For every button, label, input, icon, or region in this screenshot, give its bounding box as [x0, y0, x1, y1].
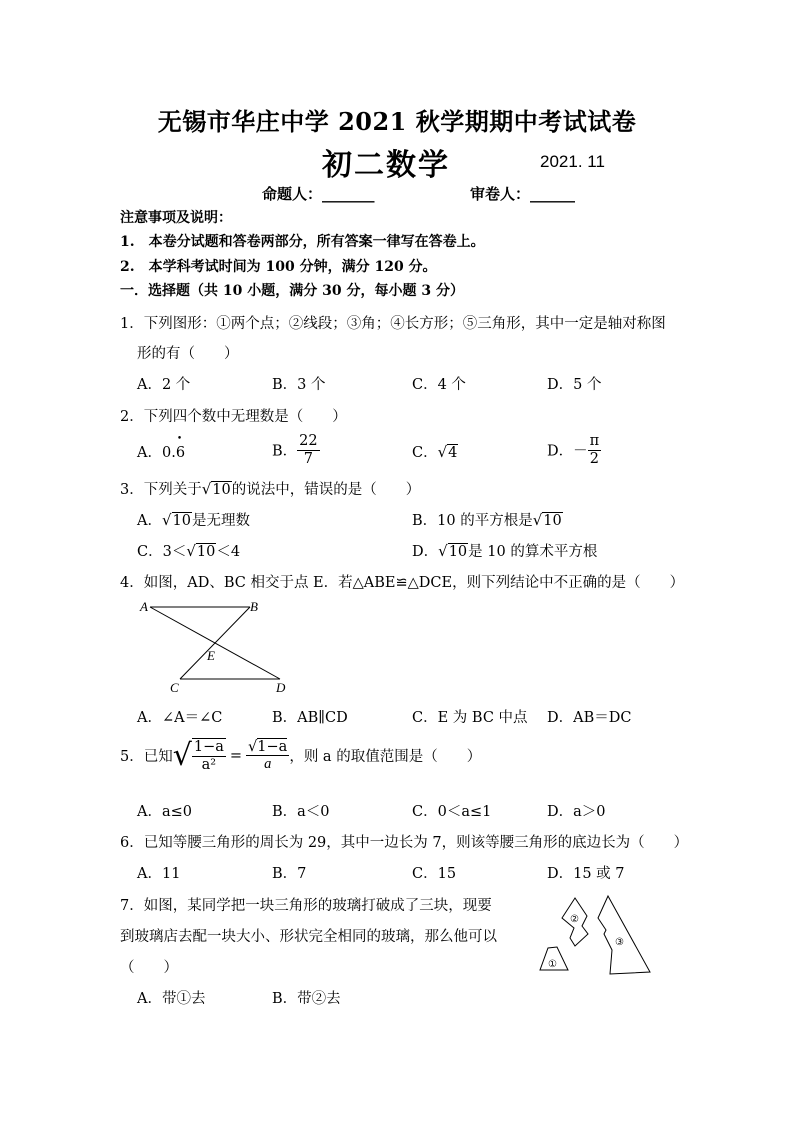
glass-piece-3	[598, 896, 650, 974]
q2-d-negative: －	[573, 443, 588, 460]
q3-b-radicand: 10	[543, 513, 562, 529]
q5-option-a: A．a≤0	[137, 804, 192, 820]
q3-c-right: ＜4	[216, 544, 241, 560]
note-line-1: 1. 本卷分试题和答卷两部分，所有答案一律写在答卷上。	[120, 234, 485, 250]
q3-b-text: B．10 的平方根是	[412, 513, 533, 529]
q2-option-a	[137, 441, 185, 462]
q4-option-c: C．E 为 BC 中点	[412, 710, 528, 726]
q2-c-radicand: 4	[448, 445, 458, 461]
q5-option-b: B．a＜0	[272, 804, 330, 820]
piece-label-3: ③	[615, 937, 624, 948]
q3-d-sqrt	[438, 542, 468, 560]
q3-option-d	[412, 540, 597, 561]
q3-a-sqrt	[162, 511, 192, 529]
piece-label-2: ②	[570, 914, 579, 925]
q5-left-fraction	[192, 738, 226, 773]
label-c: C	[170, 680, 179, 695]
q4-figure	[130, 595, 300, 700]
q2-option-d	[547, 433, 601, 467]
q5-left-denominator: a²	[201, 756, 217, 773]
q3-d-text: 是 10 的算术平方根	[468, 544, 598, 560]
q3-option-a	[137, 509, 250, 530]
q3-a-text: 是无理数	[192, 513, 250, 529]
q3-text	[120, 478, 420, 499]
q2-a-value: 0.• 6	[162, 445, 185, 461]
reviewer-line: 审卷人：______	[470, 185, 576, 203]
q5-sqrt-left	[173, 738, 226, 773]
q5-text	[120, 738, 481, 773]
q1-option-d: D．5 个	[547, 377, 602, 393]
q3-sqrt	[202, 480, 232, 498]
q7-option-a: A．带①去	[137, 991, 206, 1007]
q3-radicand: 10	[212, 482, 231, 498]
sqrt-icon: √	[438, 542, 448, 560]
q2-d-label: D．	[547, 443, 574, 460]
q2-b-fraction	[297, 433, 319, 467]
q5-right-numerator	[246, 739, 289, 757]
notes-heading: 注意事项及说明：	[120, 210, 232, 226]
q7-text-line1: 7．如图，某同学把一块三角形的玻璃打破成了三块，现要	[120, 898, 492, 914]
exam-title: 无锡市华庄中学 2021 秋学期期中考试试卷	[157, 107, 637, 136]
q5-left-numerator: 1−a	[193, 739, 224, 755]
q3-text-post: 的说法中，错误的是（ ）	[231, 482, 421, 498]
q7-text-line2: 到玻璃店去配一块大小、形状完全相同的玻璃，那么他可以	[120, 929, 497, 945]
q2-c-label: C．	[412, 445, 438, 461]
sqrt-icon: √	[161, 511, 172, 529]
sqrt-icon: √	[201, 480, 212, 498]
q5-right-denominator: a	[264, 756, 272, 773]
q5-text-pre: 5．已知	[120, 749, 173, 766]
sqrt-icon: √	[532, 511, 543, 529]
sqrt-icon: √	[437, 443, 448, 461]
q7-figure	[530, 890, 655, 978]
q7-option-b: B．带②去	[272, 991, 341, 1007]
q3-c-radicand: 10	[196, 544, 216, 560]
q2-b-numerator: 22	[299, 433, 318, 449]
q6-option-a: A．11	[137, 866, 181, 882]
q2-option-b	[272, 433, 320, 467]
q4-text: 4．如图，AD、BC 相交于点 E．若△ABE≌△DCE，则下列结论中不正确的是（ ）	[120, 575, 685, 591]
q3-c-left: 3＜	[162, 544, 187, 560]
sqrt-icon: √	[248, 738, 258, 755]
q2-d-numerator: π	[589, 433, 600, 449]
exam-date: 2021. 11	[540, 152, 605, 171]
q1-option-b: B．3 个	[272, 377, 326, 393]
q4-option-a: A．∠A＝∠C	[137, 710, 223, 726]
label-b: B	[250, 599, 258, 614]
q5-option-c: C．0＜a≤1	[412, 804, 492, 820]
exam-subject: 初二数学	[322, 148, 450, 183]
q2-d-denominator: 2	[589, 450, 600, 467]
q1-option-a: A．2 个	[137, 377, 191, 393]
q7-text-line3: （ ）	[120, 960, 178, 976]
q5-equals: =	[229, 747, 243, 764]
q1-text-line1: 1．下列图形：①两个点；②线段；③角；④长方形；⑤三角形，其中一定是轴对称图	[120, 316, 666, 332]
q3-option-b	[412, 509, 563, 530]
q2-option-c	[412, 441, 458, 462]
note-line-2: 2. 本学科考试时间为 100 分钟，满分 120 分。	[120, 259, 437, 275]
q3-d-radicand: 10	[448, 544, 468, 560]
q5-text-post: ，则 a 的取值范围是（ ）	[289, 749, 482, 766]
q6-option-d: D．15 或 7	[547, 866, 625, 882]
sqrt-icon: √	[172, 738, 192, 774]
q3-a-label: A．	[137, 513, 162, 529]
label-e: E	[207, 648, 215, 663]
q3-c-label: C．	[137, 544, 163, 560]
q5-option-d: D．a＞0	[547, 804, 606, 820]
q3-b-sqrt	[533, 511, 563, 529]
label-d: D	[276, 680, 286, 695]
q2-text: 2．下列四个数中无理数是（ ）	[120, 409, 347, 425]
q3-c-sqrt	[186, 542, 216, 560]
section-heading: 一．选择题（共 10 小题，满分 30 分，每小题 3 分）	[120, 283, 464, 299]
q5-right-fraction	[246, 739, 289, 773]
q6-option-b: B．7	[272, 866, 307, 882]
q6-text: 6．已知等腰三角形的周长为 29，其中一边长为 7，则该等腰三角形的底边长为（ ）	[120, 835, 689, 851]
q6-option-c: C．15	[412, 866, 457, 882]
q5-right-radicand: 1−a	[257, 738, 288, 755]
repeating-dot: • 6	[176, 445, 185, 461]
q2-c-sqrt	[438, 443, 459, 461]
q3-d-label: D．	[412, 544, 439, 560]
q2-a-label: A．	[137, 445, 162, 461]
q2-b-denominator: 7	[303, 450, 313, 467]
label-a: A	[140, 599, 148, 614]
q3-a-radicand: 10	[172, 513, 191, 529]
q4-option-d: D．AB＝DC	[547, 710, 632, 726]
q3-option-c	[137, 540, 240, 561]
sqrt-icon: √	[186, 542, 196, 560]
q1-text-line2: 形的有（ ）	[137, 346, 239, 362]
q3-text-pre: 3．下列关于	[120, 482, 202, 498]
setter-line: 命题人：_______	[262, 185, 375, 203]
q1-option-c: C．4 个	[412, 377, 466, 393]
q2-b-label: B．	[272, 443, 298, 460]
segment-bc	[180, 607, 250, 679]
q4-option-b: B．AB∥CD	[272, 710, 348, 726]
q2-d-fraction	[588, 433, 602, 467]
piece-label-1: ①	[548, 959, 557, 970]
